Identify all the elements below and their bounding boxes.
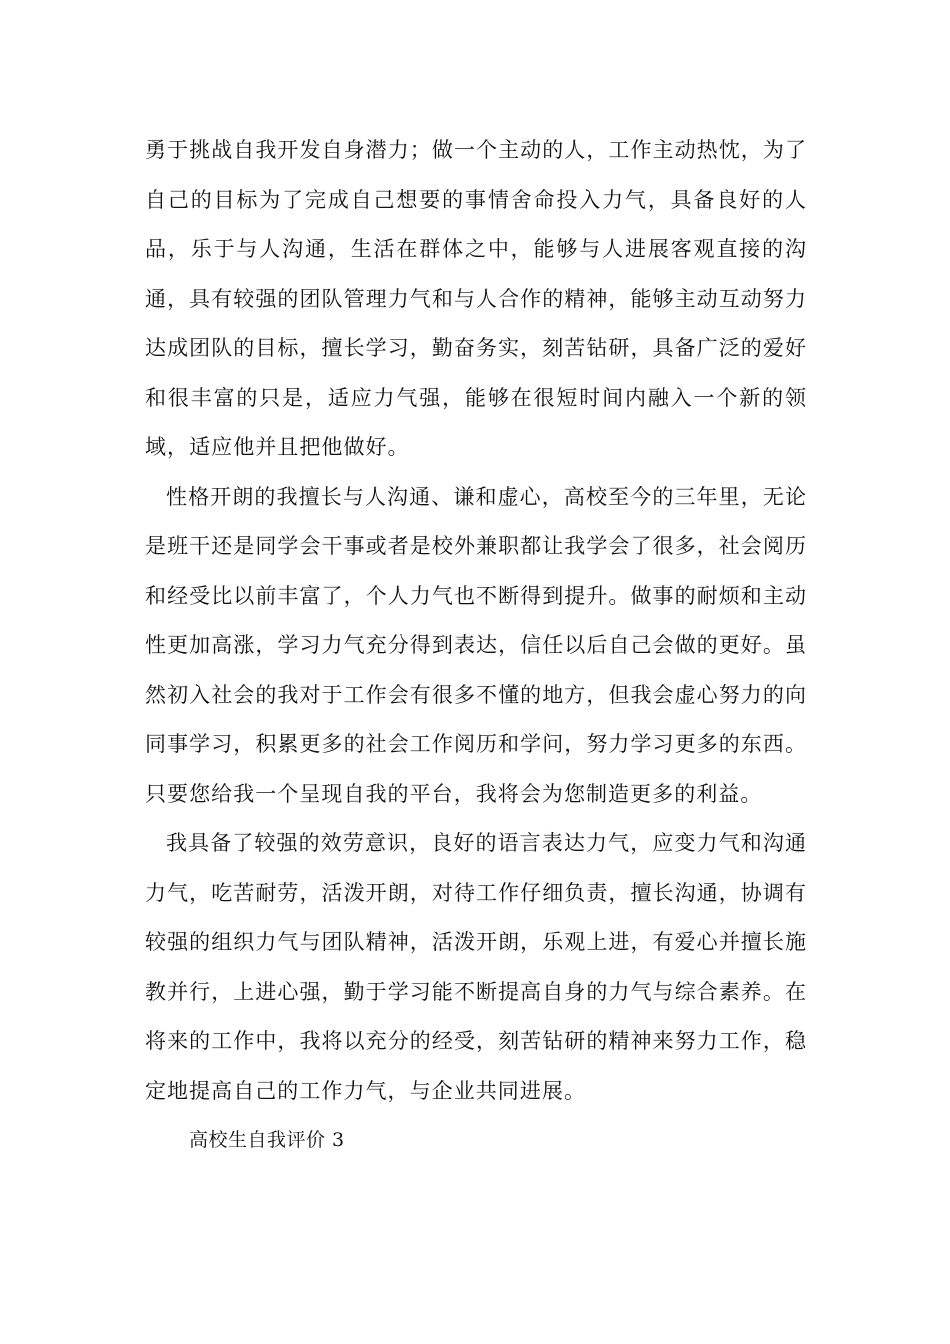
paragraph-3: 我具备了较强的效劳意识，良好的语言表达力气，应变力气和沟通力气，吃苦耐劳，活泼开朗，对待工作仔细负责，擅长沟通，协调有较强的组织力气与团队精神，活泼开朗，乐观上进，有爱心并擅长施教并行，上进心强，勤于学习能不断提高自身的力气与综合素养。在将来的工作中，我将以充分的经受，刻苦钻研的精神来努力工作，稳定地提高自己的工作力气，与企业共同进展。	[145, 831, 807, 1103]
paragraph-1: 勇于挑战自我开发自身潜力；做一个主动的人，工作主动热忱，为了自己的目标为了完成自己想要的事情舍命投入力气，具备良好的人品，乐于与人沟通，生活在群体之中，能够与人进展客观直接的沟通，具有较强的团队管理力气和与人合作的精神，能够主动互动努力达成团队的目标，擅长学习，勤奋务实，刻苦钻研，具备广泛的爱好和很丰富的只是，适应力气强，能够在很短时间内融入一个新的领域，适应他并且把他做好。	[145, 138, 807, 459]
section-heading: 高校生自我评价 3	[189, 1129, 345, 1151]
document-body	[145, 126, 807, 1164]
paragraph-2: 性格开朗的我擅长与人沟通、谦和虚心，高校至今的三年里，无论是班干还是同学会干事或者是校外兼职都让我学会了很多，社会阅历和经受比以前丰富了，个人力气也不断得到提升。做事的耐烦和主动性更加高涨，学习力气充分得到表达，信任以后自己会做的更好。虽然初入社会的我对于工作会有很多不懂的地方，但我会虚心努力的向同事学习，积累更多的社会工作阅历和学问，努力学习更多的东西。只要您给我一个呈现自我的平台，我将会为您制造更多的利益。	[145, 484, 807, 806]
